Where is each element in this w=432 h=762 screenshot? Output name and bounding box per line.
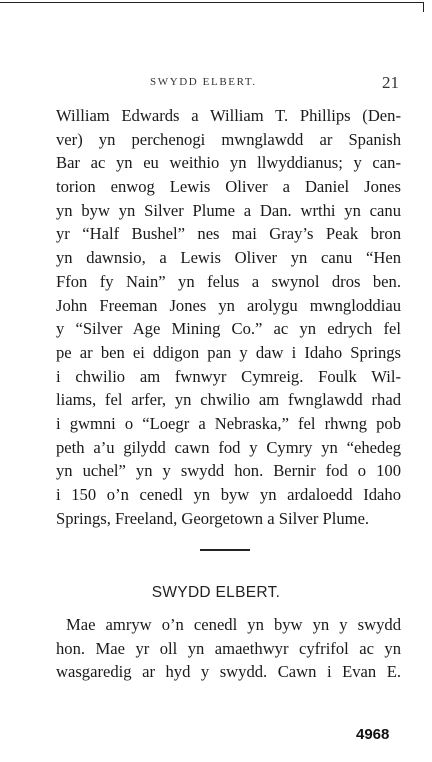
text-line: William Edwards a William T. Phillips (Den- bbox=[56, 106, 401, 125]
section-divider bbox=[200, 549, 250, 551]
page-edge-mark bbox=[423, 2, 424, 12]
text-line: Springs, Freeland, Georgetown a Silver Plume. bbox=[56, 508, 370, 528]
text-line: Bar ac yn eu weithio yn llwyddianus; y can- bbox=[56, 153, 401, 173]
text-line: torion enwog Lewis Oliver a Daniel Jones bbox=[56, 177, 401, 197]
page-number: 21 bbox=[382, 73, 399, 92]
text-line: i 150 o’n cenedl yn byw yn ardaloedd Idaho bbox=[56, 485, 401, 504]
text-line: liams, fel arfer, yn chwilio am fwnglawdd rhad bbox=[56, 390, 401, 410]
text-line: ver) yn perchenogi mwnglawdd ar Spanish bbox=[56, 129, 401, 149]
section-heading: SWYDD ELBERT. bbox=[151, 584, 281, 601]
text-line: yn uchel” yn y swydd hon. Bernir fod o 100 bbox=[56, 461, 401, 481]
text-line: peth a’u gilydd cawn fod y Cymry yn “ehedeg bbox=[56, 437, 401, 457]
text-line: yn byw yn Silver Plume a Dan. wrthi yn canu bbox=[56, 200, 401, 220]
text-line: hon. Mae yr oll yn amaethwyr cyfrifol ac yn bbox=[56, 638, 401, 658]
page-top-border bbox=[0, 2, 424, 3]
text-line: i gwmni o “Loegr a Nebraska,” fel rhwng pob bbox=[56, 413, 401, 433]
running-header: SWYDD ELBERT. bbox=[150, 76, 257, 88]
text-line: Ffon fy Nain” yn felus a swynol dros ben. bbox=[56, 271, 401, 291]
paragraph-1 bbox=[56, 104, 401, 530]
catalog-number: 4968 bbox=[356, 726, 390, 743]
paragraph-2 bbox=[56, 613, 401, 684]
text-line: i chwilio am fwnwyr Cymreig. Foulk Wil- bbox=[56, 366, 401, 386]
text-line: pe ar ben ei ddigon pan y daw i Idaho Springs bbox=[56, 342, 401, 362]
text-line: Mae amryw o’n cenedl yn byw yn y swydd bbox=[66, 615, 401, 634]
text-line: John Freeman Jones yn arolygu mwngloddiau bbox=[56, 295, 401, 315]
text-line: wasgaredig ar hyd y swydd. Cawn i Evan E. bbox=[56, 662, 401, 682]
text-line: yn dawnsio, a Lewis Oliver yn canu “Hen bbox=[56, 248, 401, 268]
text-line: y “Silver Age Mining Co.” ac yn edrych fel bbox=[56, 319, 401, 339]
text-line: yr “Half Bushel” nes mai Gray’s Peak bron bbox=[56, 224, 401, 244]
